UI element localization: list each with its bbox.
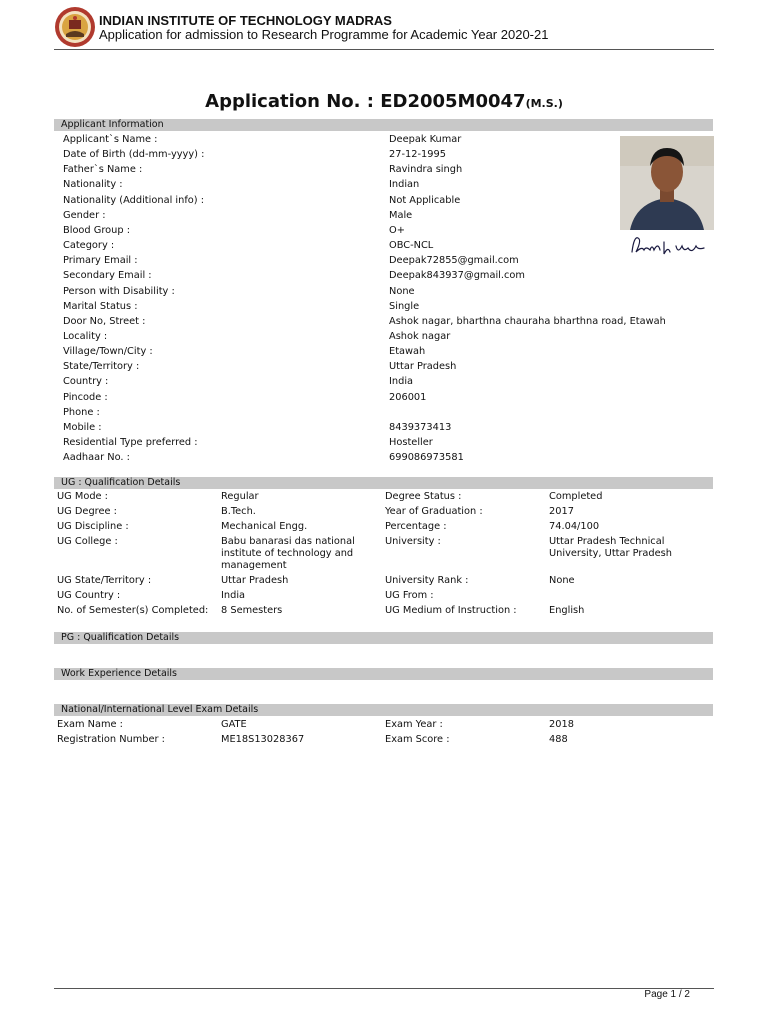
detail-value: 8 Semesters [221, 605, 283, 616]
field-label: State/Territory : [63, 361, 140, 373]
detail-value: Babu banarasi das national institute of technology and management [221, 536, 355, 571]
applicant-field-row [0, 375, 768, 389]
detail-label: University : [385, 536, 441, 547]
field-label: Nationality (Additional info) : [63, 194, 205, 206]
institute-name: INDIAN INSTITUTE OF TECHNOLOGY MADRAS [99, 13, 392, 28]
section-pg-qualification: PG : Qualification Details [54, 632, 713, 644]
field-label: Father`s Name : [63, 164, 143, 176]
field-value: 699086973581 [389, 452, 464, 464]
detail-value: B.Tech. [221, 506, 256, 517]
applicant-field-row [0, 269, 768, 283]
application-number: Application No. : ED2005M0047 [205, 91, 526, 112]
detail-label: Exam Year : [385, 719, 443, 730]
field-label: Residential Type preferred : [63, 437, 198, 448]
detail-label: Exam Name : [57, 719, 123, 730]
field-value: O+ [389, 224, 405, 236]
detail-value: Uttar Pradesh Technical University, Uttar Pradesh [549, 536, 672, 559]
field-label: Nationality : [63, 179, 123, 191]
detail-value: Uttar Pradesh [221, 575, 289, 586]
detail-label: Percentage : [385, 521, 447, 532]
applicant-field-row [0, 315, 768, 329]
section-work-experience: Work Experience Details [54, 668, 713, 680]
detail-value: ME18S13028367 [221, 734, 305, 745]
field-label: Phone : [63, 406, 100, 418]
programme-type: (M.S.) [525, 97, 563, 110]
field-label: Category : [63, 240, 115, 252]
detail-label: UG From : [385, 590, 434, 601]
applicant-field-row [0, 451, 768, 465]
detail-row [0, 733, 768, 747]
field-value: 8439373413 [389, 421, 452, 433]
field-label: Date of Birth (dd-mm-yyyy) : [63, 149, 205, 161]
field-value: Ravindra singh [389, 164, 463, 176]
applicant-field-row [0, 330, 768, 344]
field-label: Mobile : [63, 421, 102, 433]
detail-value: Completed [549, 491, 603, 502]
field-value: Deepak Kumar [389, 134, 462, 145]
detail-label: Exam Score : [385, 734, 450, 745]
section-applicant-information: Applicant Information [54, 119, 713, 131]
field-value: OBC-NCL [389, 240, 434, 252]
detail-row [0, 718, 768, 732]
detail-value: Regular [221, 491, 259, 502]
header-divider [54, 49, 714, 50]
applicant-field-row [0, 421, 768, 435]
detail-value: 2018 [549, 719, 574, 730]
detail-label: UG Degree : [57, 506, 117, 517]
field-value: Ashok nagar [389, 330, 451, 342]
detail-label: Registration Number : [57, 734, 165, 745]
section-exam-details: National/International Level Exam Details [54, 704, 713, 716]
applicant-field-row [0, 345, 768, 359]
field-value: 206001 [389, 391, 427, 403]
field-label: Country : [63, 376, 109, 388]
detail-label: UG State/Territory : [57, 575, 152, 586]
detail-row [0, 520, 768, 534]
field-label: Locality : [63, 330, 108, 342]
field-label: Person with Disability : [63, 285, 175, 297]
applicant-field-row [0, 406, 768, 420]
detail-value: 74.04/100 [549, 521, 600, 532]
field-label: Pincode : [63, 391, 108, 403]
field-label: Primary Email : [63, 255, 138, 267]
applicant-field-row [0, 360, 768, 374]
detail-label: UG Discipline : [57, 521, 129, 532]
detail-label: Degree Status : [385, 491, 462, 502]
detail-value: None [549, 575, 575, 586]
field-value: India [389, 376, 414, 388]
detail-label: University Rank : [385, 575, 469, 586]
detail-row [0, 535, 768, 571]
section-ug-qualification: UG : Qualification Details [54, 477, 713, 489]
applicant-photo [620, 136, 714, 230]
field-value: Male [389, 209, 413, 221]
field-value: 27-12-1995 [389, 149, 446, 161]
field-value: None [389, 285, 415, 297]
field-value: Deepak843937@gmail.com [389, 270, 525, 282]
application-number-title [0, 91, 768, 112]
detail-label: Year of Graduation : [385, 506, 483, 517]
detail-label: UG Country : [57, 590, 121, 601]
field-value: Etawah [389, 346, 426, 358]
field-label: Gender : [63, 209, 106, 221]
field-label: Applicant`s Name : [63, 134, 158, 145]
field-value: Indian [389, 179, 420, 191]
page-number: Page 1 / 2 [644, 989, 690, 1000]
field-value: Hosteller [389, 437, 433, 448]
field-value: Ashok nagar, bharthna chauraha bharthna road, Etawah [389, 315, 666, 327]
detail-label: UG Mode : [57, 491, 108, 502]
detail-row [0, 490, 768, 504]
field-value: Single [389, 300, 420, 312]
applicant-field-row [0, 300, 768, 314]
field-value: Not Applicable [389, 194, 461, 206]
detail-row [0, 505, 768, 519]
application-subtitle: Application for admission to Research Programme for Academic Year 2020-21 [99, 27, 549, 42]
field-value: Uttar Pradesh [389, 361, 457, 373]
field-label: Marital Status : [63, 300, 138, 312]
detail-row [0, 604, 768, 618]
field-label: Village/Town/City : [63, 346, 153, 358]
iit-madras-logo-icon [54, 6, 96, 48]
detail-value: English [549, 605, 585, 616]
field-label: Secondary Email : [63, 270, 152, 282]
detail-value: India [221, 590, 246, 601]
detail-value: 488 [549, 734, 568, 745]
applicant-field-row [0, 285, 768, 299]
detail-label: UG College : [57, 536, 118, 547]
document-header [54, 6, 714, 50]
field-label: Door No, Street : [63, 315, 146, 327]
detail-row [0, 589, 768, 603]
field-label: Blood Group : [63, 224, 131, 236]
applicant-signature [628, 232, 708, 260]
detail-row [0, 574, 768, 588]
field-label: Aadhaar No. : [63, 452, 130, 464]
detail-label: No. of Semester(s) Completed: [57, 605, 209, 616]
applicant-field-row [0, 391, 768, 405]
detail-value: 2017 [549, 506, 574, 517]
detail-value: GATE [221, 719, 247, 730]
applicant-field-row [0, 436, 768, 450]
field-value: Deepak72855@gmail.com [389, 255, 519, 267]
detail-value: Mechanical Engg. [221, 521, 308, 532]
detail-label: UG Medium of Instruction : [385, 605, 517, 616]
